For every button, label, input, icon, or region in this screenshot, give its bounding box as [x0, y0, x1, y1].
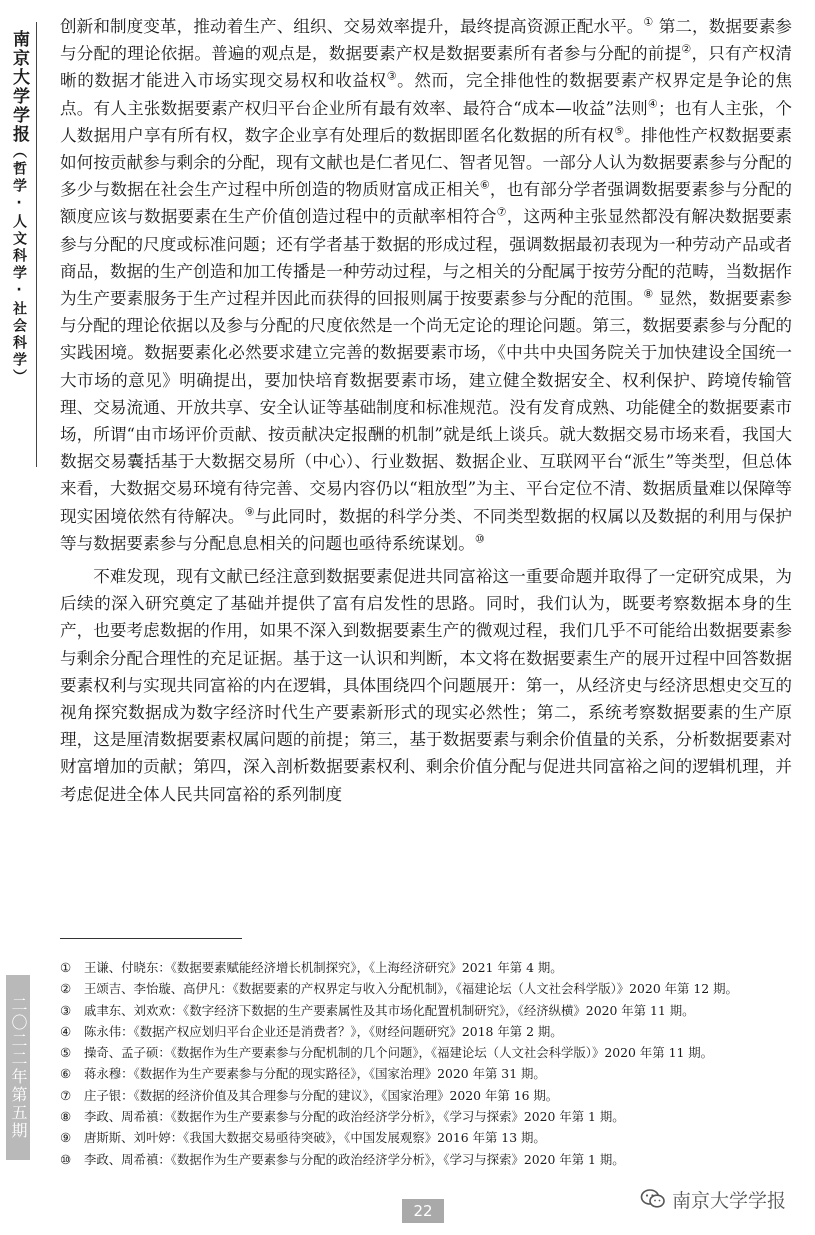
footnote-number: ④: [60, 1023, 72, 1039]
footnote-text: 戚聿东、刘欢欢：《数字经济下数据的生产要素属性及其市场化配置机制研究》，《经济纵横》2020 年第 11 期。: [84, 1002, 695, 1018]
wechat-icon: [640, 1188, 666, 1210]
footnote-text: 庄子银：《数据的经济价值及其合理参与分配的建议》，《国家治理》2020 年第 16 期。: [84, 1087, 559, 1103]
text-run: 显然，数据要素参与分配的理论依据以及参与分配的尺度依然是一个尚无定论的理论问题。第三，数据要素参与分配的实践困境。数据要素化必然要求建立完善的数据要素市场，《中共中央国务院关于加快建设全国统一大市场的意见》明确提出，要加快培育数据要素市场，建立健全数据安全、权利保护、跨境传输管理、交易流通、开放共享、安全认证等基础制度和标准规范。没有发育成熟、功能健全的数据要素市场，所谓“由市场评价贡献、按贡献决定报酬的机制”就是纸上谈兵。就大数据交易市场来看，我国大数据交易囊括基于大数据交易所（中心）、行业数据、数据企业、互联网平台“派生”等类型，但总体来看，大数据交易环境有待完善、交易内容仍以“粗放型”为主、平台定位不清、数据质量难以保障等现实困境依然有待解决。: [60, 289, 792, 526]
footnote-item: [60, 1149, 792, 1170]
footnote-number: ③: [60, 1002, 72, 1018]
footnote-text: 王颂吉、李怡璇、高伊凡：《数据要素的产权界定与收入分配机制》，《福建论坛（人文社会科学版）》2020 年第 12 期。: [84, 981, 738, 997]
text-run: 创新和制度变革，推动着生产、组织、交易效率提升，最终提高资源正配水平。: [60, 17, 644, 36]
footnote-text: 唐斯斯、刘叶婷：《我国大数据交易亟待突破》，《中国发展观察》2016 年第 13 期。: [84, 1130, 546, 1146]
text-run: 。排他性产权数据要素如何按贡献参与剩余的分配，现有文献也是仁者见仁、智者见智。一部分人认为数据要素参与分配的多少与数据在社会生产过程中所创造的物质财富成正相关: [60, 125, 792, 200]
footnote-ref-8[interactable]: ⑧: [643, 287, 654, 301]
paragraph-1: [60, 13, 792, 557]
text-run: ，也有部分学者强调数据要素参与分配的额度应该与数据要素在生产价值创造过程中的贡献率相符合: [60, 180, 792, 227]
journal-subtitle: （哲学·人文科学·社会科学）: [11, 144, 27, 386]
footnote-text: 操奇、孟子硕：《数据作为生产要素参与分配机制的几个问题》，《福建论坛（人文社会科学版）》2020 年第 11 期。: [84, 1045, 714, 1061]
footnote-number: ⑨: [60, 1130, 72, 1146]
footnote-number: ⑧: [60, 1109, 72, 1125]
footnote-number: ②: [60, 981, 72, 997]
footnote-number: ⑤: [60, 1045, 72, 1061]
footnote-ref-5[interactable]: ⑤: [614, 124, 625, 138]
footnote-text: 李政、周希禛：《数据作为生产要素参与分配的政治经济学分析》，《学习与探索》2020 年第 1 期。: [84, 1151, 625, 1167]
page-number: 22: [402, 1199, 444, 1223]
watermark-text: 南京大学学报: [672, 1189, 787, 1212]
footnote-ref-7[interactable]: ⑦: [496, 205, 507, 219]
footnote-text: 王谦、付晓东：《数据要素赋能经济增长机制探究》，《上海经济研究》2021 年第 4 期。: [84, 960, 563, 975]
footnote-ref-3[interactable]: ③: [386, 69, 398, 83]
footnote-item: [60, 957, 792, 978]
text-run: ；也有人主张，个人数据用户享有所有权，数字企业享有处理后的数据即匿名化数据的所有权: [60, 98, 793, 145]
footnote-number: ⑩: [60, 1151, 72, 1167]
footnote-ref-2[interactable]: ②: [681, 42, 692, 56]
footnote-number: ⑥: [60, 1066, 72, 1082]
footnote-item: [60, 1021, 792, 1042]
footnote-text: 陈永伟：《数据产权应划归平台企业还是消费者？》，《财经问题研究》2018 年第 2 期。: [84, 1023, 563, 1039]
journal-title: 南京大学学报: [9, 30, 29, 144]
footnote-item: [60, 1106, 792, 1127]
footnote-ref-1[interactable]: ①: [643, 15, 654, 29]
footnote-ref-4[interactable]: ④: [647, 97, 658, 111]
year-issue-badge: 二〇二二年第五期: [6, 975, 30, 1160]
footnote-item: [60, 1085, 792, 1106]
footnote-item: [60, 1127, 792, 1148]
footnote-text: 蒋永穆：《数据作为生产要素参与分配的现实路径》，《国家治理》2020 年第 31 期。: [84, 1066, 546, 1082]
footnote-ref-6[interactable]: ⑥: [479, 178, 490, 192]
footnote-item: [60, 1000, 792, 1021]
paragraph-2: 不难发现，现有文献已经注意到数据要素促进共同富裕这一重要命题并取得了一定研究成果，为后续的深入研究奠定了基础并提供了富有启发性的思路。同时，我们认为，既要考察数据本身的生产，也要考虑数据的作用，如果不深入到数据要素生产的微观过程，我们几乎不可能给出数据要素参与剩余分配合理性的充足证据。基于这一认识和判断，本文将在数据要素生产的展开过程中回答数据要素权利与实现共同富裕的内在逻辑，具体围绕四个问题展开：第一，从经济史与经济思想史交互的视角探究数据成为数字经济时代生产要素新形式的现实必然性；第二，系统考察数据要素的生产原理，这是厘清数据要素权属问题的前提；第三，基于数据要素与剩余价值量的关系，分析数据要素对财富增加的贡献；第四，深入剖析数据要素权利、剩余价值分配与促进共同富裕之间的逻辑机理，并考虑促进全体人民共同富裕的系列制度: [60, 567, 792, 804]
sidebar-divider: [36, 22, 37, 467]
footnote-ref-10[interactable]: ⑩: [474, 532, 485, 546]
text-run: ，只有产权清晰的数据才能进入市场实现交易权和收益权: [60, 44, 792, 91]
footnote-separator: [60, 938, 242, 939]
footnotes: [60, 957, 792, 1170]
footnote-item: [60, 978, 792, 999]
footnote-number: ⑦: [60, 1087, 72, 1103]
footnote-item: [60, 1063, 792, 1084]
main-text: [60, 13, 792, 808]
text-run: 第二，数据要素参与分配的理论依据。普遍的观点是，数据要素产权是数据要素所有者参与分配的前提: [60, 17, 792, 64]
footnote-ref-9[interactable]: ⑨: [244, 505, 255, 519]
footnote-item: [60, 1042, 792, 1063]
footnote-number: ①: [60, 960, 72, 975]
text-run: 。然而，完全排他性的数据要素产权界定是争论的焦点。有人主张数据要素产权归平台企业所有最有效率、最符合“成本—收益”法则: [60, 71, 793, 118]
text-run: 与此同时，数据的科学分类、不同类型数据的权属以及数据的利用与保护等与数据要素参与分配息息相关的问题也亟待系统谋划。: [60, 506, 792, 553]
text-run: ，这两种主张显然都没有解决数据要素参与分配的尺度或标准问题；还有学者基于数据的形成过程，强调数据最初表现为一种劳动产品或者商品，数据的生产创造和加工传播是一种劳动过程，与之相关的分配属于按劳分配的范畴，当数据作为生产要素服务于生产过程并因此而获得的回报则属于按要素参与分配的范围。: [60, 207, 792, 309]
footnote-text: 李政、周希禛：《数据作为生产要素参与分配的政治经济学分析》，《学习与探索》2020 年第 1 期。: [84, 1109, 625, 1125]
wechat-watermark: [640, 1185, 786, 1213]
journal-name-vertical: [6, 30, 32, 386]
